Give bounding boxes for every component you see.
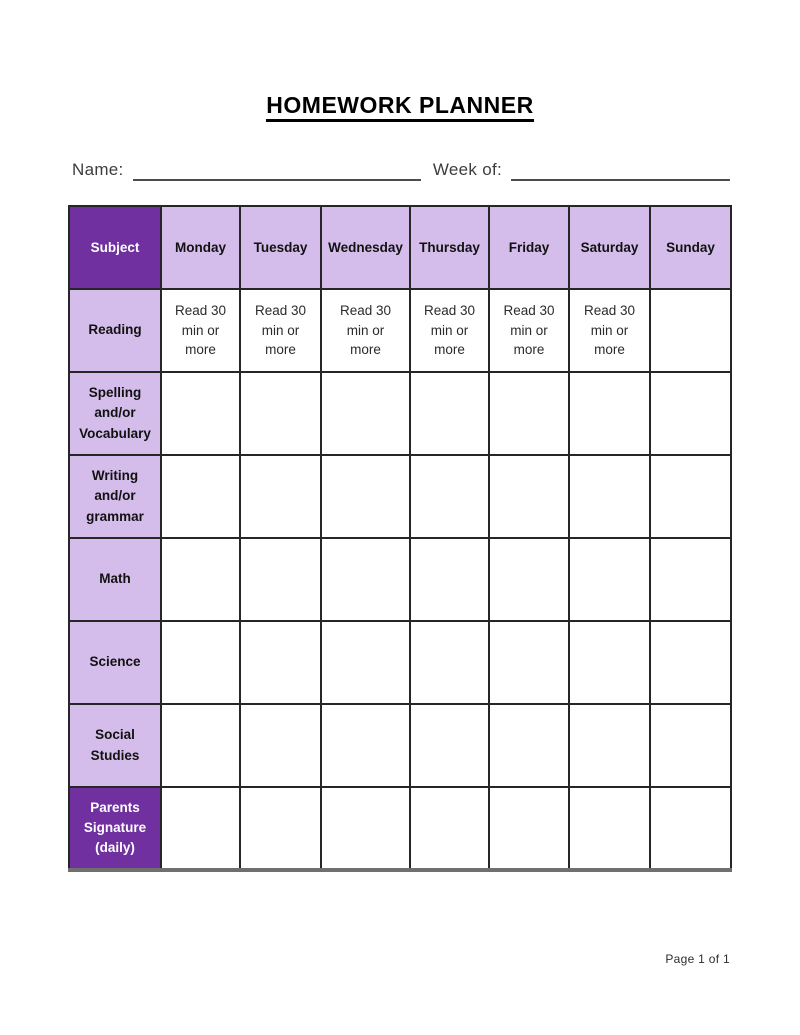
cell-writing-and-or-grammar-friday[interactable] (489, 455, 569, 538)
column-header-tuesday: Tuesday (240, 206, 321, 289)
cell-math-saturday[interactable] (569, 538, 650, 621)
table-row-parents-signature-daily (69, 787, 731, 870)
table-row-math (69, 538, 731, 621)
row-header-spelling-and-or-vocabulary: Spelling and/or Vocabulary (69, 372, 161, 455)
cell-parents-signature-daily-monday[interactable] (161, 787, 240, 870)
table-row-spelling-and-or-vocabulary (69, 372, 731, 455)
cell-writing-and-or-grammar-sunday[interactable] (650, 455, 731, 538)
name-label: Name: (72, 160, 124, 179)
cell-writing-and-or-grammar-thursday[interactable] (410, 455, 489, 538)
cell-writing-and-or-grammar-saturday[interactable] (569, 455, 650, 538)
row-header-social-studies: Social Studies (69, 704, 161, 787)
planner-table-body (69, 289, 731, 870)
column-header-wednesday: Wednesday (321, 206, 410, 289)
page-number: Page 1 of 1 (665, 952, 730, 966)
table-row-social-studies (69, 704, 731, 787)
column-header-friday: Friday (489, 206, 569, 289)
name-blank-line[interactable] (133, 163, 421, 181)
cell-spelling-and-or-vocabulary-monday[interactable] (161, 372, 240, 455)
cell-math-friday[interactable] (489, 538, 569, 621)
cell-reading-thursday[interactable]: Read 30 min or more (410, 289, 489, 372)
cell-writing-and-or-grammar-wednesday[interactable] (321, 455, 410, 538)
row-header-science: Science (69, 621, 161, 704)
table-row-reading (69, 289, 731, 372)
table-row-writing-and-or-grammar (69, 455, 731, 538)
cell-parents-signature-daily-wednesday[interactable] (321, 787, 410, 870)
cell-math-wednesday[interactable] (321, 538, 410, 621)
row-header-reading: Reading (69, 289, 161, 372)
cell-math-monday[interactable] (161, 538, 240, 621)
cell-science-wednesday[interactable] (321, 621, 410, 704)
cell-social-studies-sunday[interactable] (650, 704, 731, 787)
cell-parents-signature-daily-sunday[interactable] (650, 787, 731, 870)
cell-reading-tuesday[interactable]: Read 30 min or more (240, 289, 321, 372)
page-title-text: HOMEWORK PLANNER (266, 92, 533, 122)
cell-spelling-and-or-vocabulary-sunday[interactable] (650, 372, 731, 455)
cell-reading-saturday[interactable]: Read 30 min or more (569, 289, 650, 372)
week-blank-line[interactable] (511, 163, 730, 181)
header-row (69, 206, 731, 289)
cell-parents-signature-daily-saturday[interactable] (569, 787, 650, 870)
cell-science-friday[interactable] (489, 621, 569, 704)
cell-science-sunday[interactable] (650, 621, 731, 704)
column-header-sunday: Sunday (650, 206, 731, 289)
name-week-row (72, 160, 730, 181)
column-header-monday: Monday (161, 206, 240, 289)
cell-social-studies-thursday[interactable] (410, 704, 489, 787)
cell-social-studies-friday[interactable] (489, 704, 569, 787)
cell-spelling-and-or-vocabulary-saturday[interactable] (569, 372, 650, 455)
row-header-parents-signature-daily: Parents Signature (daily) (69, 787, 161, 870)
planner-table (68, 205, 732, 872)
week-of-label: Week of: (432, 160, 502, 179)
cell-science-monday[interactable] (161, 621, 240, 704)
cell-reading-monday[interactable]: Read 30 min or more (161, 289, 240, 372)
cell-social-studies-wednesday[interactable] (321, 704, 410, 787)
cell-math-sunday[interactable] (650, 538, 731, 621)
table-row-science (69, 621, 731, 704)
cell-parents-signature-daily-friday[interactable] (489, 787, 569, 870)
column-header-thursday: Thursday (410, 206, 489, 289)
cell-math-tuesday[interactable] (240, 538, 321, 621)
cell-reading-friday[interactable]: Read 30 min or more (489, 289, 569, 372)
cell-science-thursday[interactable] (410, 621, 489, 704)
cell-science-tuesday[interactable] (240, 621, 321, 704)
row-header-writing-and-or-grammar: Writing and/or grammar (69, 455, 161, 538)
cell-parents-signature-daily-thursday[interactable] (410, 787, 489, 870)
cell-writing-and-or-grammar-monday[interactable] (161, 455, 240, 538)
cell-social-studies-saturday[interactable] (569, 704, 650, 787)
cell-reading-sunday[interactable] (650, 289, 731, 372)
cell-spelling-and-or-vocabulary-wednesday[interactable] (321, 372, 410, 455)
planner-table-head (69, 206, 731, 289)
cell-parents-signature-daily-tuesday[interactable] (240, 787, 321, 870)
cell-writing-and-or-grammar-tuesday[interactable] (240, 455, 321, 538)
cell-spelling-and-or-vocabulary-thursday[interactable] (410, 372, 489, 455)
column-header-saturday: Saturday (569, 206, 650, 289)
cell-math-thursday[interactable] (410, 538, 489, 621)
cell-social-studies-tuesday[interactable] (240, 704, 321, 787)
cell-spelling-and-or-vocabulary-tuesday[interactable] (240, 372, 321, 455)
row-header-math: Math (69, 538, 161, 621)
page-title (0, 0, 800, 119)
cell-social-studies-monday[interactable] (161, 704, 240, 787)
cell-reading-wednesday[interactable]: Read 30 min or more (321, 289, 410, 372)
column-header-subject: Subject (69, 206, 161, 289)
cell-science-saturday[interactable] (569, 621, 650, 704)
cell-spelling-and-or-vocabulary-friday[interactable] (489, 372, 569, 455)
